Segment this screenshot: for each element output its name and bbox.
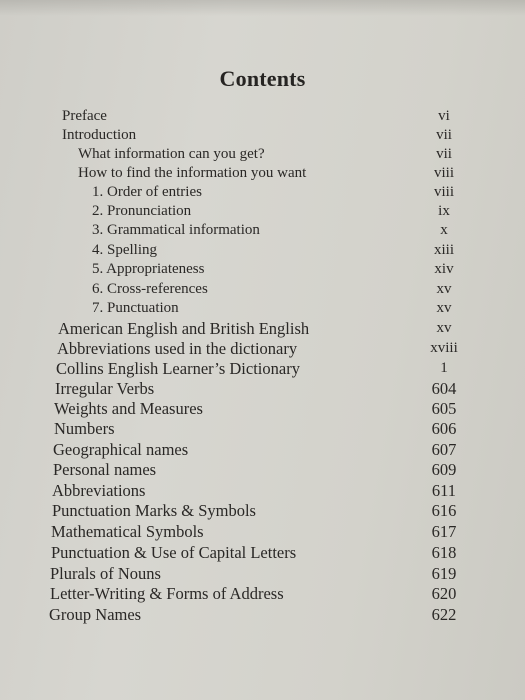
toc-entry-label: Abbreviations used in the dictionary [57, 339, 298, 358]
toc-entry-label: Mathematical Symbols [51, 522, 204, 541]
toc-entry-label: 2. Pronunciation [92, 203, 192, 219]
page-number-text: xviii [430, 340, 458, 356]
toc-entry-label: Letter-Writing & Forms of Address [50, 584, 284, 603]
page-number-text: 620 [431, 584, 457, 603]
page-number-text: vii [436, 146, 452, 162]
page-number-text: ix [438, 203, 450, 219]
page-number-text: viii [433, 165, 454, 181]
page-number-text: 611 [431, 481, 457, 500]
toc-entry-label: 6. Cross-references [92, 281, 208, 297]
toc-entry-label: Geographical names [53, 440, 189, 459]
page-number-text: xiii [433, 242, 454, 258]
toc-entry-label: Punctuation & Use of Capital Letters [51, 543, 297, 562]
page-number-text: xv [436, 281, 452, 297]
page-number-text: vi [438, 108, 450, 124]
page-number-text: x [440, 222, 448, 238]
page-number-text: 616 [431, 501, 457, 520]
toc-entry-label: American English and British English [58, 319, 310, 338]
toc-entry-label: 3. Grammatical information [92, 222, 260, 238]
page-number-text: 609 [431, 460, 457, 479]
toc-entry-label: Numbers [54, 419, 115, 438]
toc-entry-label: Plurals of Nouns [50, 564, 161, 583]
page-number-text: 617 [431, 522, 457, 541]
page-number-text: viii [433, 184, 454, 200]
page-number-text: 618 [431, 543, 457, 562]
toc-entry-label: 1. Order of entries [92, 184, 202, 200]
page-top-shadow [0, 0, 525, 16]
page-number-text: 619 [431, 564, 457, 583]
page-number-text: xiv [434, 261, 454, 277]
toc-entry-label: 4. Spelling [92, 242, 158, 258]
page-number-text: 605 [431, 399, 457, 418]
toc-entry-label: Group Names [49, 605, 142, 624]
toc-entry-label: Introduction [62, 127, 137, 143]
page-number-text: xv [436, 300, 452, 316]
toc-entry-label: Punctuation Marks & Symbols [52, 501, 256, 520]
page-number-text: 607 [431, 440, 457, 459]
page-number-text: 622 [431, 605, 457, 624]
page-number-text: xv [436, 320, 452, 336]
page-title: Contents [219, 66, 306, 91]
page-number-text: 1 [440, 360, 448, 376]
toc-entry-label: 5. Appropriateness [92, 261, 205, 277]
toc-entry-label: How to find the information you want [78, 165, 307, 181]
toc-entry-label: Weights and Measures [54, 399, 203, 418]
toc-entry-label: Collins English Learner’s Dictionary [56, 359, 300, 378]
page-number-text: 604 [431, 379, 457, 398]
toc-entry-label: What information can you get? [78, 146, 265, 162]
toc-entry-label: Personal names [53, 460, 157, 479]
toc-entry-label: Preface [62, 108, 107, 124]
page-number-text: 606 [431, 419, 457, 438]
page-number-text: vii [436, 127, 452, 143]
toc-entry-label: Abbreviations [52, 481, 146, 500]
toc-entry-label: Irregular Verbs [55, 379, 155, 398]
toc-entry-label: 7. Punctuation [92, 300, 179, 316]
